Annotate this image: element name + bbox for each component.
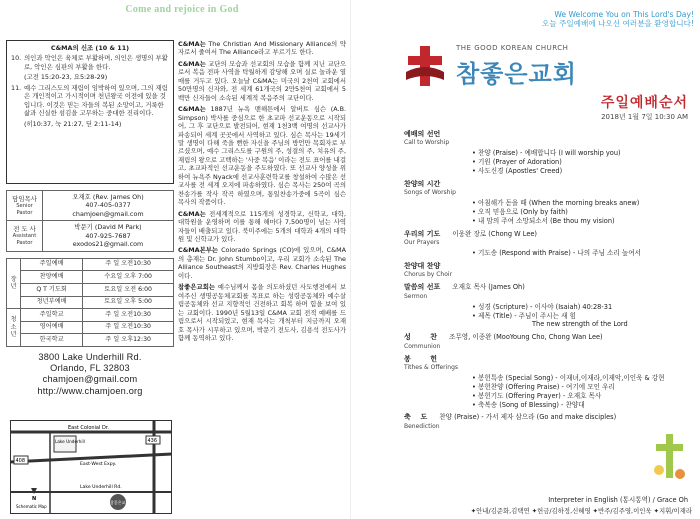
order-section-chorus: 찬양대 찬양 Chorus by Choir <box>404 262 453 279</box>
church-logo-icon <box>400 42 450 92</box>
welcome-message: We Welcome You on This Lord's Day! 오늘 주일예배에 나오신 여러분을 환영합니다! <box>541 10 694 29</box>
service-row: 청 소 년 주일학교 주 일 오전10:30 <box>7 309 174 322</box>
order-section-communion: 성 찬 조무영, 이종완 (MooYoung Cho, Chong Wan Lee) Communion <box>404 333 603 350</box>
order-section-benediction: 축 도 찬양 (Praise) - 가서 제자 삼으라 (Go and make disciples) Benediction <box>404 413 617 430</box>
service-row: 한국학교 주 일 오후12:30 <box>7 334 174 347</box>
history-paragraph: C&MA본부는 Colorado Springs (CO)에 있으며, C&MA의 총재는 Dr. John Stumbo이고, 우리 교회가 소속된 The Alliance Southeast의 지방회장은 Rev. Charles Hughes이다. <box>178 246 346 280</box>
service-date: 2018년 1월 7일 10:30 AM <box>601 113 688 121</box>
fold-line <box>350 0 351 519</box>
ministry-credits: ✦안내/김준화,김택연 ✦헌금/김하정,신혜영 ✦반주/김주영,이인욱 ✦지휘/이재라 <box>470 507 692 515</box>
staff-table <box>6 190 174 252</box>
svg-text:Schematic Map: Schematic Map <box>16 504 47 509</box>
order-section-prayer: 우리의 기도 이웅완 장로 (Chong W Lee) Our Prayers • 기도송 (Respond with Praise) - 나의 주님 소리 높여서 <box>404 229 641 258</box>
bulletin-title: 주일예배순서 <box>600 95 688 111</box>
svg-text:East Colonial Dr.: East Colonial Dr. <box>68 425 110 431</box>
staff-contact: 오재호 (Rev. James Oh) 407-405-0377 chamjoen@gmail.com <box>43 191 174 221</box>
order-section-songs: 찬양의 시간 Songs of Worship • 아침해가 돋을 때 (When the morning breaks anew) • 오직 믿음으로 (Only by faith) • 내 맘의 주여 소망되소서 (Be thou my vision) <box>404 179 640 225</box>
svg-text:408: 408 <box>15 458 26 464</box>
church-name-en: THE GOOD KOREAN CHURCH <box>456 44 569 52</box>
website-link[interactable]: http://www.chamjoen.org <box>37 385 143 396</box>
slogan: Come and rejoice in God <box>125 4 239 15</box>
church-name-ko: 참좋은교회 <box>456 60 577 88</box>
cross-icon <box>652 430 688 486</box>
creed-item: (고전 15:20-23, 요5:28-29) <box>24 73 108 82</box>
svg-text:N: N <box>32 496 37 502</box>
svg-text:436: 436 <box>147 438 158 444</box>
staff-role: 담임목사 Senior Pastor <box>7 191 43 221</box>
creed-item: 10. 의인과 악인은 육체로 부활하며, 의인은 생명의 부활로, 악인은 심판의 부활을 한다. <box>11 54 168 71</box>
history-paragraph: C&MA는 1887년 뉴욕 맨해튼에서 알버트 심슨 (A.B. Simpson) 박사를 중심으로 한 초교파 선교운동으로 시작되어, 그 후 교단으로 발전되어, 현재 1천3백 여명의 선교사가 파송되어 세계 곳곳에서 사역하고 있다. 심슨 목사는 19세기말 생명이 다해 죽을 뻔한 자신을 주님의 방언만 목회자로 부르셨으며, 예수 그리스도를 구원의 주, 성결의 주, 치유의 주, 재림의 왕으로 고백하는 '사중 복음' 이라는 전도 표어를 내걸고, 초교파적인 선교운동을 주도하였다. 또 선교사 양성을 위하여 뉴욕주 Nyack에 선교사훈련학교를 창설하여 수많은 선교사를 전 세계 오지에 파송하였다. 심슨 목사는 250여 곡의 찬송가를 작사 작곡 하였으며, 통일찬송가중에 5곡이 심슨 목사의 작품이다. <box>178 105 346 207</box>
creed-box <box>6 40 174 184</box>
staff-row <box>7 221 174 251</box>
history-paragraph: C&MA는 전세계적으로 115개의 성경학교, 신학교, 대학, 대학원을 운영하며 이를 통해 해마다 7,500명이 넘는 사역자들이 배출되고 있다. 북미주에는 5개의 대학과 4개의 대학원 및 신학교가 있다. <box>178 209 346 243</box>
schematic-map <box>10 420 172 514</box>
front-panel <box>352 0 700 519</box>
order-of-worship <box>404 130 696 435</box>
service-schedule-table <box>6 258 174 347</box>
order-section-sermon: 말씀의 선포 오재호 목사 (James Oh) Sermon • 성경 (Scripture) - 이사야 (Isaiah) 40:28-31 • 제목 (Title) - 주님이 주시는 새 힘 The new strength of the Lord <box>404 283 628 329</box>
svg-text:Lake Underhill Rd.: Lake Underhill Rd. <box>80 485 122 490</box>
info-column <box>6 40 174 397</box>
service-row: 청년부예배 토요일 오후 5:00 <box>7 296 174 309</box>
staff-role: 전 도 사 Assistant Pastor <box>7 221 43 251</box>
church-logo <box>400 42 630 92</box>
order-section-call: 예배의 선언 Call to Worship • 찬양 (Praise) - 예배합니다 (I will worship you) • 기원 (Prayer of Adoration) • 사도신경 (Apostles' Creed) <box>404 130 621 176</box>
interpreter-credit: Interpreter in English (통시통역) / Grace Oh <box>548 496 688 504</box>
svg-text:East-West Expy.: East-West Expy. <box>80 462 117 467</box>
svg-text:참좋은교회: 참좋은교회 <box>110 500 130 505</box>
service-row: Q T 기도회 토요일 오전 6:00 <box>7 283 174 296</box>
creed-item: 11. 예수 그리스도의 재림이 임박하여 있으며, 그의 재림은 개인적이고 가시적이며 천년왕국 이전에 있을 것입니다. 이것은 믿는 자들의 복된 소망이고, 거룩한 삶과 신실한 섬김을 고무하는 중대한 진리이다. <box>11 83 168 118</box>
order-section-offering: 봉 헌 Tithes & Offerings • 봉헌특송 (Special Song) - 이재녀,이재라,이재악,이인욱 & 강현 • 봉헌찬양 (Offering Praise) - 여기에 모인 우리 • 봉헌기도 (Offering Prayer) - 오재호 목사 • 축복송 (Song of Blessing) - 찬양대 <box>404 354 665 409</box>
service-row: 영어예배 주 일 오전10:30 <box>7 321 174 334</box>
svg-text:Lake Underhill: Lake Underhill <box>55 439 85 444</box>
service-row: 장 년 주일예배 주 일 오전10:30 <box>7 258 174 271</box>
history-paragraph: 참좋은교회는 예수님께서 몸을 의도하셨던 사도행전에서 보여주신 생명공동체교회를 목표로 하는 성령공동체와 예수살림공동체와 선교 지향적인 건전하고 회복 하며 힘을 보여 있는 교회이다. 1990년 5월13일 C&MA 교회 전적 예배를 드림으로서 시작되었고, 현재 목사는 개척부터 지금까지 오재호 목사가 시무하고 있으며, 박문기 전도사, 김용석 전도사가 함께 동역하고 있다. <box>178 283 346 342</box>
staff-contact: 박문기 (David M Park) 407-925-7687 exodos21@gmail.com <box>43 221 174 251</box>
creed-item: (히10:37, 눅 21:27, 딛 2:11-14) <box>24 119 122 128</box>
creed-title: C&MA의 신조 (10 & 11) <box>50 44 130 52</box>
history-paragraph: C&MA는 교단의 모습과 선교회의 모습을 함께 지닌 교단으로서 복음 전파 사역을 탁월하게 감당해 오며 실로 놀라운 열매를 거두고 있다. 오늘날 C&MA는 미국의 2천여 교회에서 50만명의 신자와, 전 세계 61개국의 2만5천여 교회에서 5백만 신자들이 소속된 세계적 복음주의 교단이다. <box>178 59 346 102</box>
service-row: 찬양예배 수요일 오후 7:00 <box>7 271 174 284</box>
staff-row <box>7 191 174 221</box>
email-link[interactable]: chamjoen@gmail.com <box>42 374 138 385</box>
back-panel <box>0 0 348 519</box>
history-paragraph: C&MA는 The Christian And Missionary Alliance의 약자로서 줄여서 The Alliance라고 부르기도 한다. <box>178 40 346 57</box>
history-column <box>178 40 346 345</box>
church-address: 3800 Lake Underhill Rd. Orlando, FL 32803 chamjoen@gmail.com http://www.chamjoen.org <box>6 352 174 397</box>
